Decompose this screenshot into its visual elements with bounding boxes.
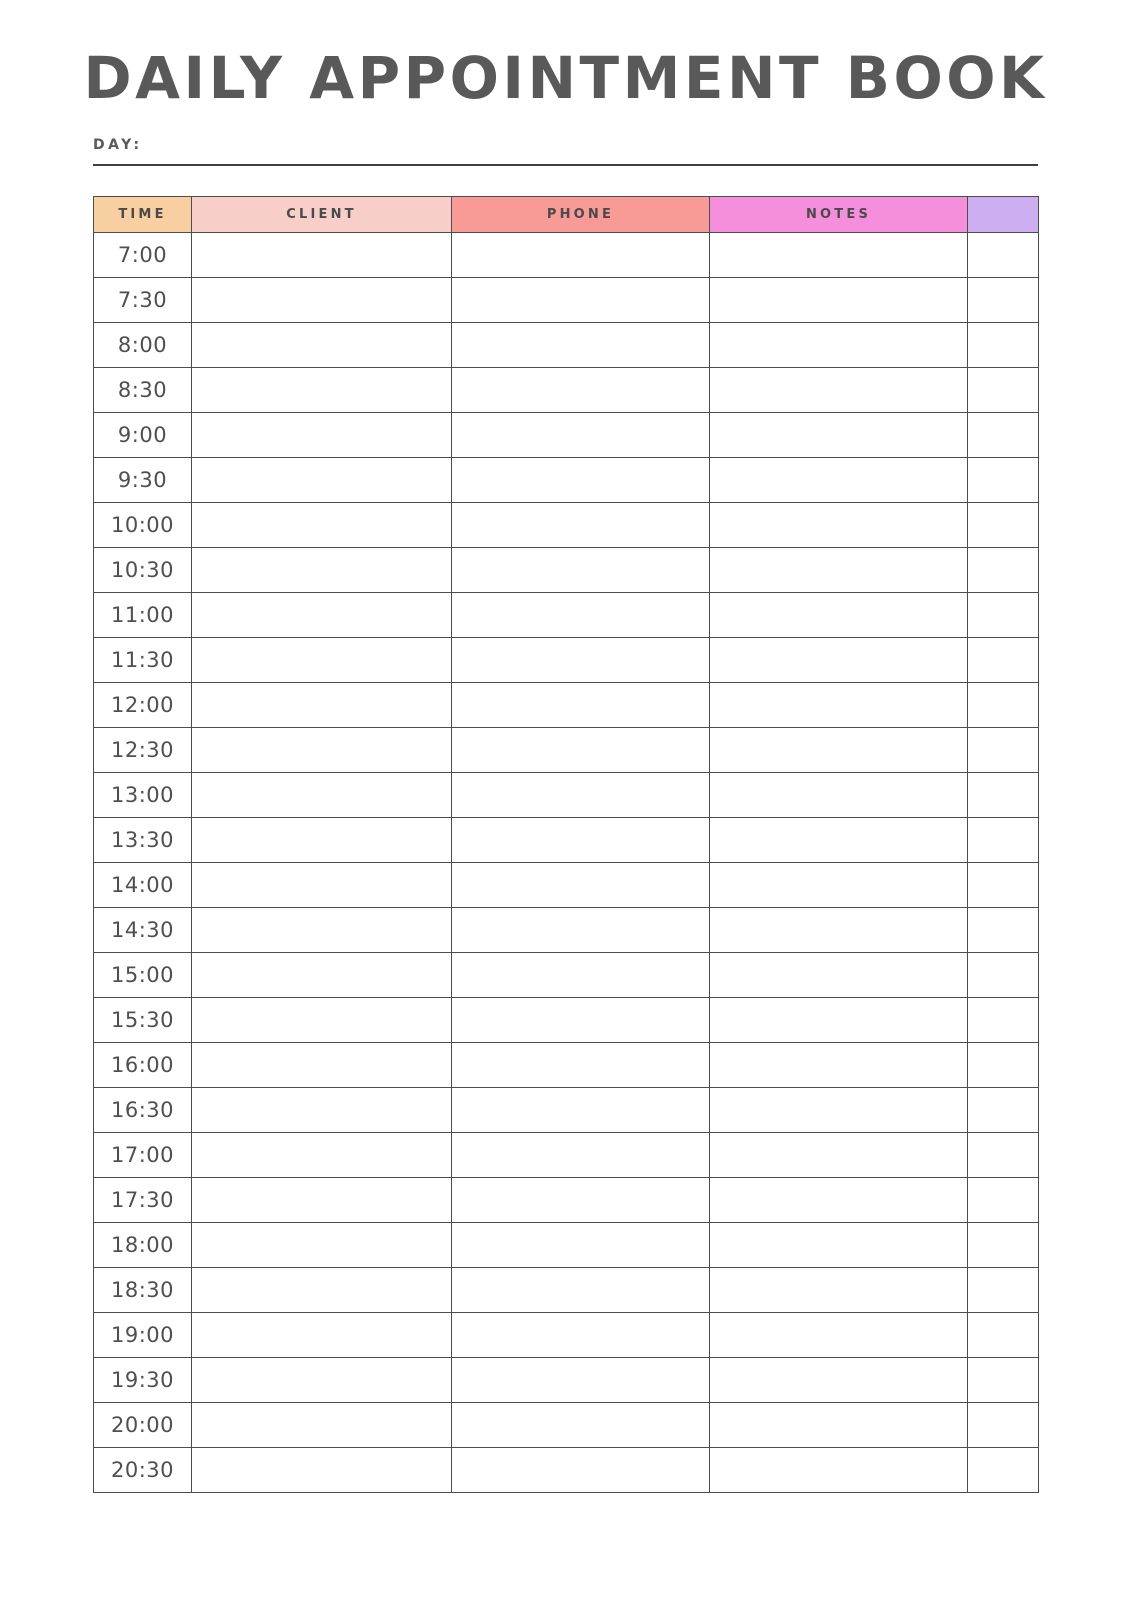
- notes-cell[interactable]: [710, 1088, 968, 1133]
- phone-cell[interactable]: [452, 503, 710, 548]
- extra-cell[interactable]: [968, 728, 1039, 773]
- table-row: [94, 458, 1039, 503]
- extra-cell[interactable]: [968, 233, 1039, 278]
- time-cell: 13:00: [94, 773, 192, 818]
- client-cell[interactable]: [192, 323, 452, 368]
- time-cell: 18:00: [94, 1223, 192, 1268]
- extra-cell[interactable]: [968, 548, 1039, 593]
- time-cell: 15:30: [94, 998, 192, 1043]
- time-cell: 20:30: [94, 1448, 192, 1493]
- client-cell[interactable]: [192, 1313, 452, 1358]
- client-cell[interactable]: [192, 908, 452, 953]
- table-body: [94, 233, 1039, 1493]
- phone-cell[interactable]: [452, 1178, 710, 1223]
- notes-cell[interactable]: [710, 908, 968, 953]
- table-row: [94, 368, 1039, 413]
- client-cell[interactable]: [192, 773, 452, 818]
- notes-cell[interactable]: [710, 503, 968, 548]
- time-cell: 19:30: [94, 1358, 192, 1403]
- time-cell: 8:00: [94, 323, 192, 368]
- time-cell: 7:00: [94, 233, 192, 278]
- extra-cell[interactable]: [968, 683, 1039, 728]
- time-cell: 12:30: [94, 728, 192, 773]
- notes-cell[interactable]: [710, 1043, 968, 1088]
- client-cell[interactable]: [192, 278, 452, 323]
- time-cell: 11:00: [94, 593, 192, 638]
- client-cell[interactable]: [192, 458, 452, 503]
- notes-cell[interactable]: [710, 1133, 968, 1178]
- column-header-extra: [968, 197, 1039, 233]
- client-cell[interactable]: [192, 1268, 452, 1313]
- phone-cell[interactable]: [452, 908, 710, 953]
- table-row: [94, 1268, 1039, 1313]
- phone-cell[interactable]: [452, 1088, 710, 1133]
- time-cell: 14:00: [94, 863, 192, 908]
- extra-cell[interactable]: [968, 908, 1039, 953]
- notes-cell[interactable]: [710, 548, 968, 593]
- client-cell[interactable]: [192, 1223, 452, 1268]
- client-cell[interactable]: [192, 1403, 452, 1448]
- notes-cell[interactable]: [710, 1268, 968, 1313]
- phone-cell[interactable]: [452, 953, 710, 998]
- column-header-time: TIME: [94, 197, 192, 233]
- time-cell: 10:30: [94, 548, 192, 593]
- client-cell[interactable]: [192, 863, 452, 908]
- extra-cell[interactable]: [968, 413, 1039, 458]
- time-cell: 16:00: [94, 1043, 192, 1088]
- notes-cell[interactable]: [710, 818, 968, 863]
- extra-cell[interactable]: [968, 368, 1039, 413]
- extra-cell[interactable]: [968, 1088, 1039, 1133]
- table-row: [94, 818, 1039, 863]
- table-row: [94, 953, 1039, 998]
- phone-cell[interactable]: [452, 728, 710, 773]
- time-cell: 9:00: [94, 413, 192, 458]
- table-row: [94, 548, 1039, 593]
- phone-cell[interactable]: [452, 1043, 710, 1088]
- phone-cell[interactable]: [452, 638, 710, 683]
- client-cell[interactable]: [192, 728, 452, 773]
- column-header-client: CLIENT: [192, 197, 452, 233]
- notes-cell[interactable]: [710, 773, 968, 818]
- table-row: [94, 638, 1039, 683]
- time-cell: 10:00: [94, 503, 192, 548]
- notes-cell[interactable]: [710, 413, 968, 458]
- day-label: DAY:: [93, 137, 143, 153]
- time-cell: 13:30: [94, 818, 192, 863]
- time-cell: 15:00: [94, 953, 192, 998]
- client-cell[interactable]: [192, 1358, 452, 1403]
- phone-cell[interactable]: [452, 368, 710, 413]
- table-header-row: [94, 197, 1039, 233]
- time-cell: 7:30: [94, 278, 192, 323]
- phone-cell[interactable]: [452, 1403, 710, 1448]
- time-cell: 16:30: [94, 1088, 192, 1133]
- extra-cell[interactable]: [968, 503, 1039, 548]
- table-row: [94, 998, 1039, 1043]
- table-row: [94, 683, 1039, 728]
- phone-cell[interactable]: [452, 1133, 710, 1178]
- phone-cell[interactable]: [452, 863, 710, 908]
- time-cell: 12:00: [94, 683, 192, 728]
- extra-cell[interactable]: [968, 1268, 1039, 1313]
- client-cell[interactable]: [192, 503, 452, 548]
- table-row: [94, 1403, 1039, 1448]
- column-header-notes: NOTES: [710, 197, 968, 233]
- client-cell[interactable]: [192, 1178, 452, 1223]
- client-cell[interactable]: [192, 1448, 452, 1493]
- table-row: [94, 1088, 1039, 1133]
- extra-cell[interactable]: [968, 953, 1039, 998]
- time-cell: 20:00: [94, 1403, 192, 1448]
- day-field-row: [93, 136, 1038, 166]
- notes-cell[interactable]: [710, 1313, 968, 1358]
- table-row: [94, 1223, 1039, 1268]
- page-title: DAILY APPOINTMENT BOOK: [83, 44, 1048, 112]
- table-row: [94, 1313, 1039, 1358]
- table-row: [94, 1358, 1039, 1403]
- table-row: [94, 278, 1039, 323]
- notes-cell[interactable]: [710, 593, 968, 638]
- table-row: [94, 233, 1039, 278]
- table-row: [94, 863, 1039, 908]
- notes-cell[interactable]: [710, 638, 968, 683]
- client-cell[interactable]: [192, 638, 452, 683]
- extra-cell[interactable]: [968, 1448, 1039, 1493]
- extra-cell[interactable]: [968, 1313, 1039, 1358]
- notes-cell[interactable]: [710, 1448, 968, 1493]
- client-cell[interactable]: [192, 998, 452, 1043]
- notes-cell[interactable]: [710, 278, 968, 323]
- notes-cell[interactable]: [710, 1403, 968, 1448]
- phone-cell[interactable]: [452, 233, 710, 278]
- notes-cell[interactable]: [710, 233, 968, 278]
- client-cell[interactable]: [192, 1043, 452, 1088]
- phone-cell[interactable]: [452, 818, 710, 863]
- time-cell: 11:30: [94, 638, 192, 683]
- phone-cell[interactable]: [452, 593, 710, 638]
- phone-cell[interactable]: [452, 998, 710, 1043]
- extra-cell[interactable]: [968, 998, 1039, 1043]
- time-cell: 14:30: [94, 908, 192, 953]
- extra-cell[interactable]: [968, 1178, 1039, 1223]
- extra-cell[interactable]: [968, 458, 1039, 503]
- extra-cell[interactable]: [968, 863, 1039, 908]
- table-row: [94, 593, 1039, 638]
- phone-cell[interactable]: [452, 278, 710, 323]
- extra-cell[interactable]: [968, 1043, 1039, 1088]
- notes-cell[interactable]: [710, 728, 968, 773]
- client-cell[interactable]: [192, 1088, 452, 1133]
- notes-cell[interactable]: [710, 953, 968, 998]
- table-row: [94, 413, 1039, 458]
- extra-cell[interactable]: [968, 638, 1039, 683]
- client-cell[interactable]: [192, 818, 452, 863]
- notes-cell[interactable]: [710, 368, 968, 413]
- phone-cell[interactable]: [452, 683, 710, 728]
- table-row: [94, 1448, 1039, 1493]
- table-row: [94, 323, 1039, 368]
- phone-cell[interactable]: [452, 548, 710, 593]
- notes-cell[interactable]: [710, 1178, 968, 1223]
- phone-cell[interactable]: [452, 773, 710, 818]
- notes-cell[interactable]: [710, 1223, 968, 1268]
- table-row: [94, 1043, 1039, 1088]
- phone-cell[interactable]: [452, 1223, 710, 1268]
- client-cell[interactable]: [192, 683, 452, 728]
- notes-cell[interactable]: [710, 458, 968, 503]
- schedule-table-wrapper: [93, 196, 1038, 1493]
- time-cell: 18:30: [94, 1268, 192, 1313]
- client-cell[interactable]: [192, 413, 452, 458]
- time-cell: 8:30: [94, 368, 192, 413]
- extra-cell[interactable]: [968, 593, 1039, 638]
- notes-cell[interactable]: [710, 683, 968, 728]
- notes-cell[interactable]: [710, 863, 968, 908]
- table-header: [94, 197, 1039, 233]
- notes-cell[interactable]: [710, 323, 968, 368]
- client-cell[interactable]: [192, 1133, 452, 1178]
- extra-cell[interactable]: [968, 323, 1039, 368]
- phone-cell[interactable]: [452, 1313, 710, 1358]
- table-row: [94, 1133, 1039, 1178]
- time-cell: 17:00: [94, 1133, 192, 1178]
- time-cell: 9:30: [94, 458, 192, 503]
- client-cell[interactable]: [192, 548, 452, 593]
- table-row: [94, 728, 1039, 773]
- phone-cell[interactable]: [452, 1448, 710, 1493]
- table-row: [94, 908, 1039, 953]
- client-cell[interactable]: [192, 953, 452, 998]
- extra-cell[interactable]: [968, 1133, 1039, 1178]
- extra-cell[interactable]: [968, 1403, 1039, 1448]
- client-cell[interactable]: [192, 233, 452, 278]
- phone-cell[interactable]: [452, 323, 710, 368]
- time-cell: 17:30: [94, 1178, 192, 1223]
- column-header-phone: PHONE: [452, 197, 710, 233]
- extra-cell[interactable]: [968, 1358, 1039, 1403]
- phone-cell[interactable]: [452, 1358, 710, 1403]
- table-row: [94, 1178, 1039, 1223]
- time-cell: 19:00: [94, 1313, 192, 1358]
- notes-cell[interactable]: [710, 998, 968, 1043]
- table-row: [94, 773, 1039, 818]
- phone-cell[interactable]: [452, 413, 710, 458]
- phone-cell[interactable]: [452, 1268, 710, 1313]
- extra-cell[interactable]: [968, 773, 1039, 818]
- client-cell[interactable]: [192, 368, 452, 413]
- table-row: [94, 503, 1039, 548]
- schedule-table: [93, 196, 1039, 1493]
- phone-cell[interactable]: [452, 458, 710, 503]
- client-cell[interactable]: [192, 593, 452, 638]
- notes-cell[interactable]: [710, 1358, 968, 1403]
- extra-cell[interactable]: [968, 278, 1039, 323]
- extra-cell[interactable]: [968, 1223, 1039, 1268]
- extra-cell[interactable]: [968, 818, 1039, 863]
